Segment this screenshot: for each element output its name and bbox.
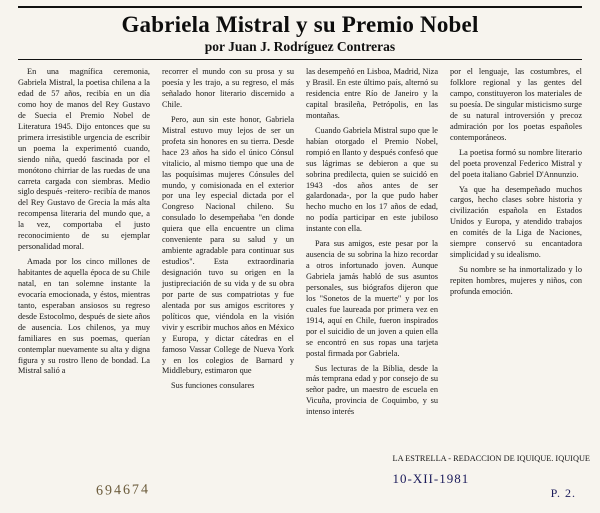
paragraph: Para sus amigos, este pesar por la ausencia de su sobrina la hizo recordar a otros infortunado joven. Aunque Gabriela jamás habló de sus asuntos personales, sus biógrafos dijeron que los "Sonetos de la muerte" y por los cuales fue laureada por primera vez en 1914, aquí en Chile, fueron inspirados por el suicidio de un joven a quien ella se encontró en sus ropas una tarjeta postal firmada por Gabriela.	[306, 239, 438, 358]
masthead	[393, 454, 591, 487]
paragraph: Su nombre se ha inmortalizado y lo repiten hombres, mujeres y niños, con profunda emoción.	[450, 265, 582, 296]
top-rule	[18, 6, 582, 8]
paragraph: Sus funciones consulares	[171, 381, 255, 391]
article-column-4	[392, 67, 590, 486]
article-column-1	[18, 67, 150, 381]
article-column-2	[162, 67, 294, 396]
byline: por Juan J. Rodríguez Contreras	[204, 39, 396, 55]
article-columns	[18, 67, 590, 486]
paragraph: Pero, aun sin este honor, Gabriela Mistral estuvo muy lejos de ser un profeta sin honores en su tierra. Desde hace 23 años ha sido el único Cónsul vitalicio, al mismo tiempo que una de las poquísimas mujeres Cónsules del mundo, y comisionada en el exterior por una ley especial dictada por el Congreso Nacional chileno. Su consulado lo desempeñaba "en donde quiera que ella encuentre un clima conveniente para su salud y un ambiente agradable para continuar sus estudios". Esta extraordinaria designación tuvo su origen en la justipreciación de su vida y de su obra por parte de sus compatriotas y fue alentada por sus amigos escritores y políticos que, viéndola en la visión vivir y escribir muchos años en México y Europa, y dictar cátedras en el famoso Vassar College de Nueva York y en los colegios de Barnard y Middlebury, estimaron que	[162, 114, 294, 376]
masthead-title: LA ESTRELLA - REDACCION	[392, 453, 502, 463]
paragraph: recorrer el mundo con su prosa y su poesía y les trajo, a su regreso, el más señalado honor literario discernido a Chile.	[162, 67, 294, 109]
masthead-location: DE IQUIQUE. IQUIQUE	[503, 453, 590, 463]
paragraph: La poetisa formó su nombre literario del poeta provenzal Federico Mistral y del poeta italiano Gabriel D'Annunzio.	[450, 147, 582, 179]
article-column-3	[306, 67, 438, 422]
paragraph: En una magnífica ceremonia, Gabriela Mistral, la poetisa chilena a la edad de 57 años, recibía en un día como hoy de manos del Rey Gustavo de Suecia el Premio Nobel de Literatura 1945. Dijo entonces que su primera irresistible urgencia de escribir un poema la experimentó cuando, siendo niña, quedó fascinada por el monótono chirriar de las ruedas de una carreta cargada con siembras. Medio siglo después -reitero- recibía de manos del Rey Gustavo de Grecia la más alta recompensa literaria del mundo que, a la vez, comportaba el justo reconocimiento de su ejemplar personalidad moral.	[18, 67, 151, 252]
paragraph: Cuando Gabriela Mistral supo que le habían otorgado el Premio Nobel, rompió en llanto y después confesó que sus lágrimas se debieron a que su sobrina predilecta, quien se suicidó en 1943 -dos años antes de ser galardonada-, por la que pudo haber hecho mucho en los 17 años de edad, no podía participar en este jubiloso instante con ella.	[306, 125, 438, 234]
paragraph: por el lenguaje, las costumbres, el folklore regional y las gentes del campo, constituyeron los materiales de su poesía. De singular misticismo surge de su natural introversión y precoz admiración por los poetas españoles contemporáneos.	[450, 67, 582, 142]
paragraph: Ya que ha desempeñado muchos cargos, hecho clases sobre historia y civilización española en Estados Unidos y Europa, y atendido trabajos en comités de la Liga de Naciones, siempre conservó su encantadora simplicidad y su idealismo.	[450, 184, 582, 260]
paragraph: Amada por los cinco millones de habitantes de aquella época de su Chile natal, en tan solemne instante la evocaría emocionada, y éstos, mientras tanto, esperaban ansiosos su regreso desde Estocolmo, después de siete años de ausencia. Los chilenos, ya muy familiares en sus poemas, querían contemplar nuevamente su alta y digna figura y su rostro lleno de bondad. La Mistral salió a	[18, 257, 150, 376]
paragraph: las desempeñó en Lisboa, Madrid, Niza y Brasil. En este último país, alternó su residencia entre Río de Janeiro y la capital brasileña, Petrópolis, en las montañas.	[306, 67, 438, 120]
archive-code-stamp: 694674	[95, 482, 151, 499]
byline-rule	[18, 59, 582, 60]
paragraph: Sus lecturas de la Biblia, desde la más temprana edad y por consejo de su señor padre, un maestro de escuela en Vicuña, provincia de Coquimbo, y su intenso interés	[306, 363, 438, 417]
page-number-stamp: P. 2.	[550, 486, 576, 500]
publication-date-stamp: 10-XII-1981	[392, 470, 470, 486]
page-title: Gabriela Mistral y su Premio Nobel	[121, 12, 479, 37]
